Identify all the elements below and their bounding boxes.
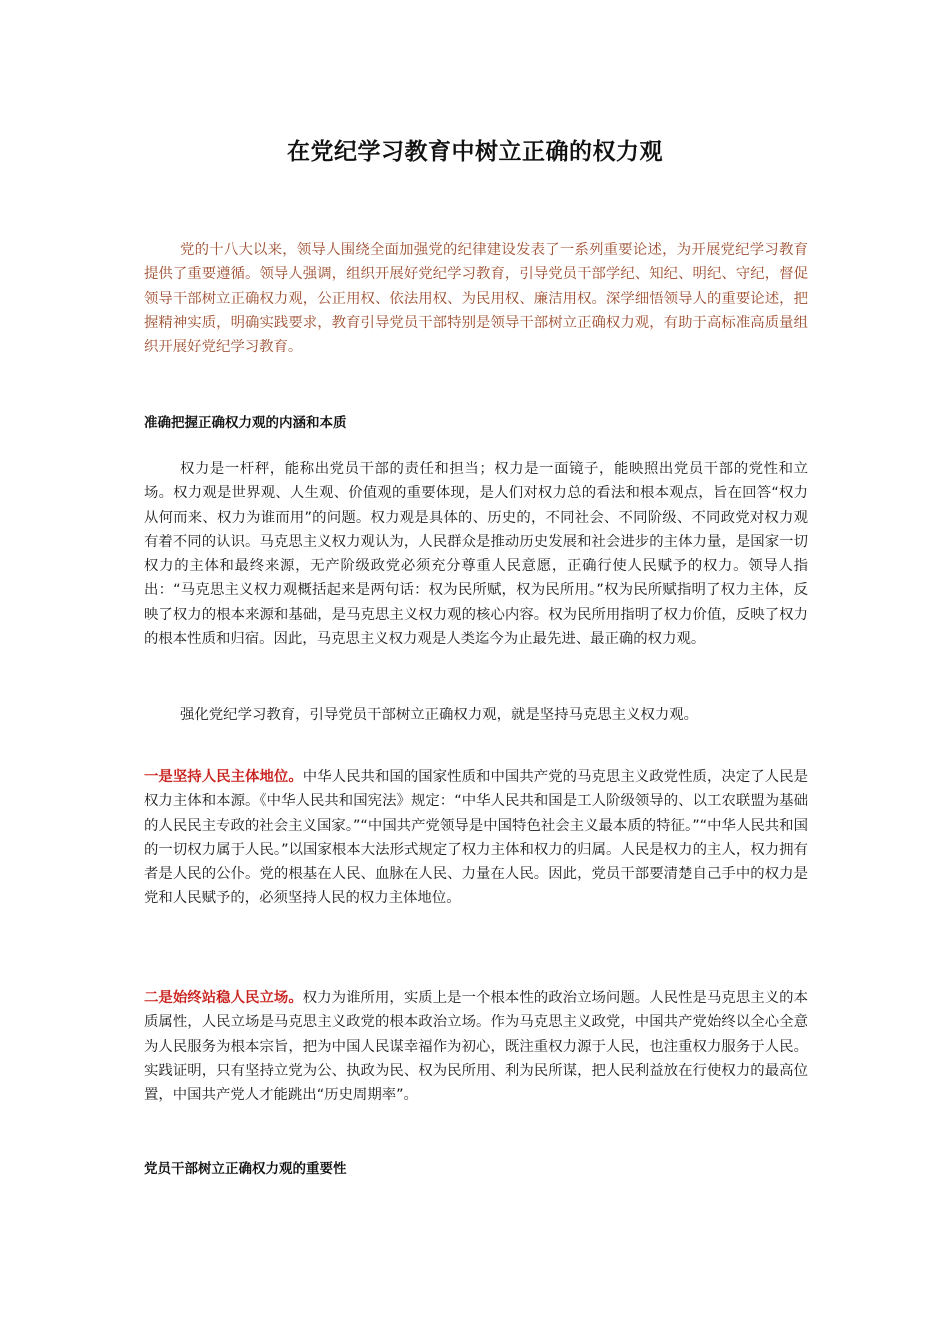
point-body-people-subject: 中华人民共和国的国家性质和中国共产党的马克思主义政党性质，决定了人民是权力主体和本源。《中华人民共和国宪法》规定：“中华人民共和国是工人阶级领导的、以工农联盟为基础的人民民主专政的社会主义国家。”“中国共产党领导是中国特色社会主义最本质的特征。”“中华人民共和国的一切权力属于人民。”以国家根本大法形式规定了权力主体和权力的归属。人民是权力的主人，权力拥有者是人民的公仆。党的根基在人民、血脉在人民、力量在人民。因此，党员干部要清楚自己手中的权力是党和人民赋予的，必须坚持人民的权力主体地位。 [144,769,808,907]
section-heading-importance: 党员干部树立正确权力观的重要性 [144,1161,347,1177]
point-body-people-stance: 权力为谁所用，实质上是一个根本性的政治立场问题。人民性是马克思主义的本质属性，人民立场是马克思主义政党的根本政治立场。作为马克思主义政党，中国共产党始终以全心全意为人民服务为根本宗旨，把为中国人民谋幸福作为初心，既注重权力源于人民，也注重权力服务于人民。实践证明，只有坚持立党为公、执政为民、权为民所用、利为民所谋，把人民利益放在行使权力的最高位置，中国共产党人才能跳出“历史周期率”。 [144,990,808,1104]
point-paragraph-people-subject [144,765,808,911]
point-lead-people-subject: 一是坚持人民主体地位。 [144,769,303,785]
section-heading-connotation: 准确把握正确权力观的内涵和本质 [144,415,347,431]
point-lead-people-stance: 二是始终站稳人民立场。 [144,990,303,1006]
body-paragraph-power-view: 权力是一杆秤，能称出党员干部的责任和担当；权力是一面镜子，能映照出党员干部的党性和立场。权力观是世界观、人生观、价值观的重要体现，是人们对权力总的看法和根本观点，旨在回答“权力从何而来、权力为谁而用”的问题。权力观是具体的、历史的，不同社会、不同阶级、不同政党对权力观有着不同的认识。马克思主义权力观认为，人民群众是推动历史发展和社会进步的主体力量，是国家一切权力的主体和最终来源，无产阶级政党必须充分尊重人民意愿，正确行使人民赋予的权力。领导人指出：“马克思主义权力观概括起来是两句话：权为民所赋，权为民所用。”权为民所赋指明了权力主体，反映了权力的根本来源和基础，是马克思主义权力观的核心内容。权为民所用指明了权力价值，反映了权力的根本性质和归宿。因此，马克思主义权力观是人类迄今为止最先进、最正确的权力观。 [144,461,808,648]
body-paragraph-marxist-view: 强化党纪学习教育，引导党员干部树立正确权力观，就是坚持马克思主义权力观。 [180,707,699,723]
intro-paragraph: 党的十八大以来，领导人围绕全面加强党的纪律建设发表了一系列重要论述，为开展党纪学习教育提供了重要遵循。领导人强调，组织开展好党纪学习教育，引导党员干部学纪、知纪、明纪、守纪，督促领导干部树立正确权力观，公正用权、依法用权、为民用权、廉洁用权。深学细悟领导人的重要论述，把握精神实质，明确实践要求，教育引导党员干部特别是领导干部树立正确权力观，有助于高标准高质量组织开展好党纪学习教育。 [144,242,808,356]
point-paragraph-people-stance [144,986,808,1107]
document-title: 在党纪学习教育中树立正确的权力观 [287,139,663,165]
